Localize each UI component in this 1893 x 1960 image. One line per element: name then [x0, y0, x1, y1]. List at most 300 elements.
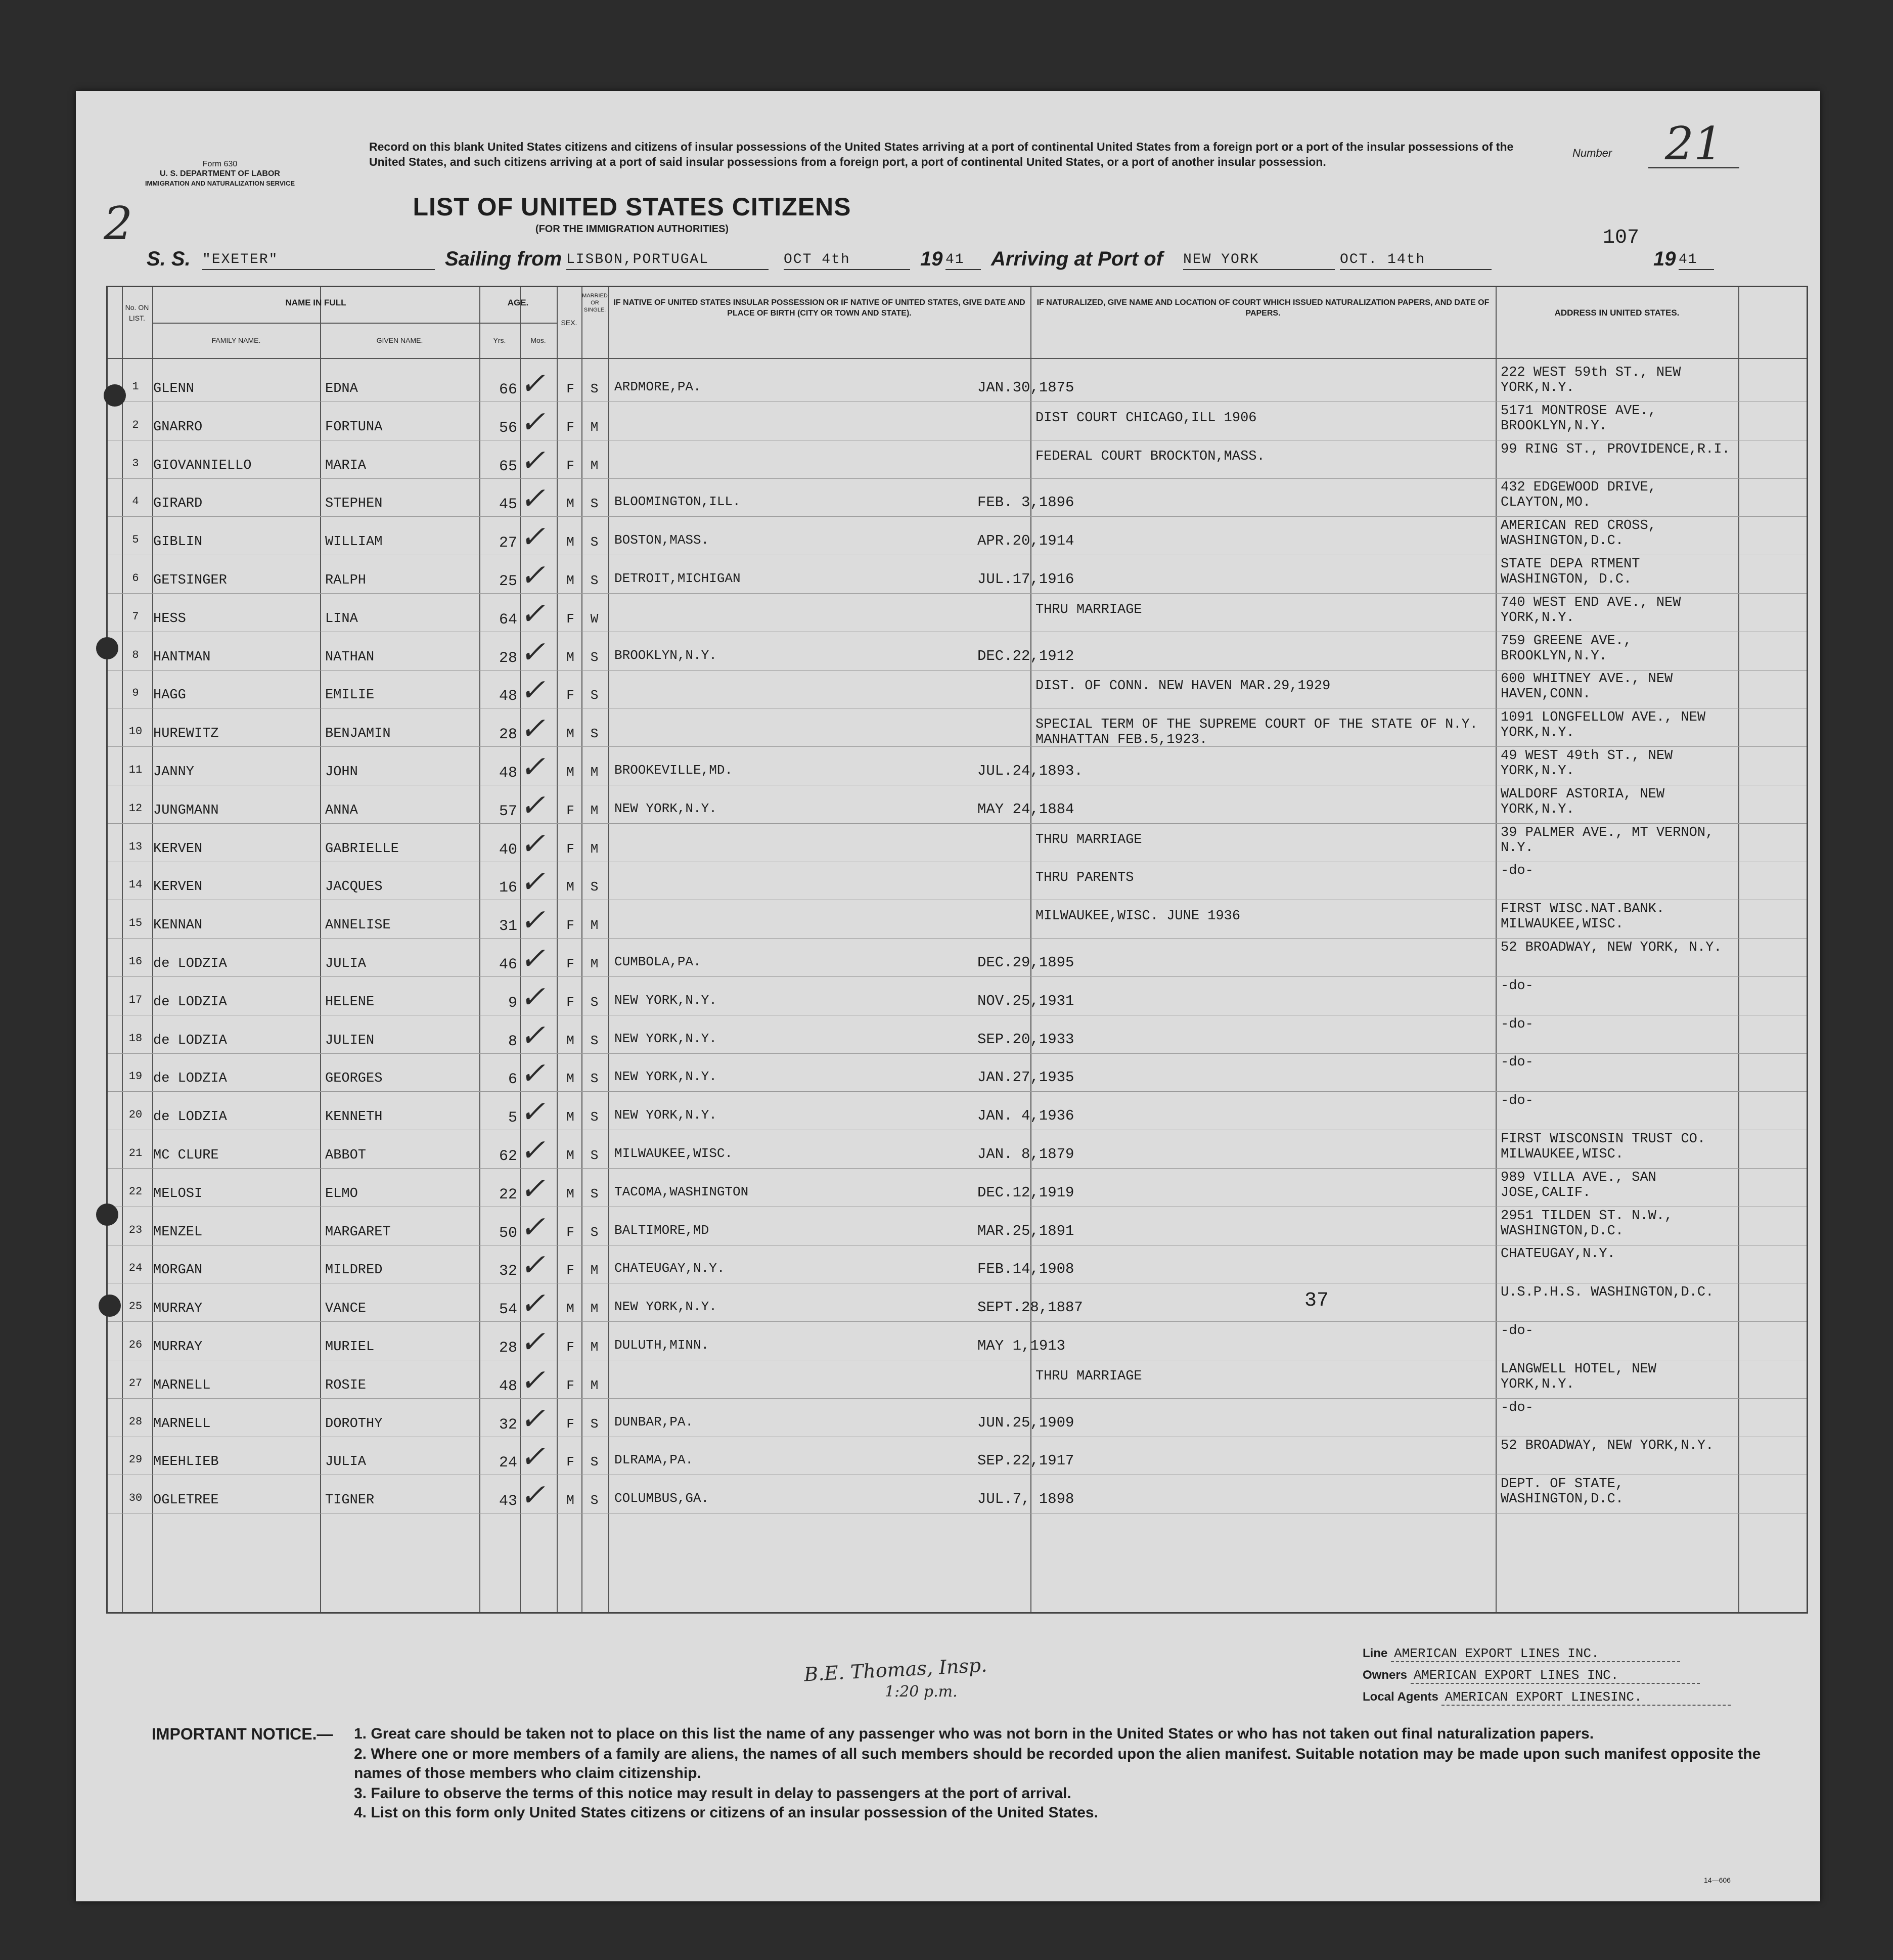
sex: F: [566, 1340, 574, 1355]
notice-item: 1. Great care should be taken not to place on this list the name of any passenger who was not born in the United States or who has not taken out final naturalization papers.: [354, 1725, 1594, 1742]
given-name: MILDRED: [325, 1263, 383, 1278]
given-name: JOHN: [325, 765, 358, 780]
us-address: -do-: [1501, 1016, 1534, 1032]
check-mark-icon: ✓: [520, 1171, 546, 1207]
us-address: 600 WHITNEY AVE., NEW HAVEN,CONN.: [1501, 672, 1673, 702]
given-name: WILLIAM: [325, 534, 383, 550]
family-name: de LODZIA: [153, 1071, 227, 1087]
notice-item: 4. List on this form only United States citizens or citizens of an insular possession of the United States.: [354, 1804, 1098, 1821]
row-number: 22: [128, 1185, 143, 1198]
us-address: -do-: [1501, 1323, 1534, 1339]
birth-date: JAN. 8,1879: [977, 1146, 1074, 1163]
row-number: 29: [128, 1453, 143, 1466]
given-name: VANCE: [325, 1301, 367, 1317]
row-number: 17: [128, 993, 143, 1006]
table-row: [108, 1053, 1807, 1091]
marital-status: M: [590, 419, 599, 435]
birth-place: DULUTH,MINN.: [614, 1338, 709, 1353]
corner-mark: 2: [104, 197, 133, 250]
check-mark-icon: ✓: [520, 864, 546, 900]
notice-heading: IMPORTANT NOTICE.—: [152, 1725, 333, 1743]
us-address: DEPT. OF STATE, WASHINGTON,D.C.: [1501, 1477, 1624, 1507]
us-address: 222 WEST 59th ST., NEW YORK,N.Y.: [1501, 365, 1681, 395]
birth-place: BOSTON,MASS.: [614, 532, 709, 548]
family-name: MELOSI: [153, 1186, 203, 1201]
ledger-number: 107: [1603, 227, 1640, 249]
check-mark-icon: ✓: [520, 1209, 546, 1245]
manifest-sheet: [76, 91, 1820, 1901]
check-mark-icon: ✓: [520, 366, 546, 402]
department-name: U. S. DEPARTMENT OF LABOR: [160, 169, 280, 178]
header-naturalization: IF NATURALIZED, GIVE NAME AND LOCATION OF COURT WHICH ISSUED NATURALIZATION PAPERS, AND DATE OF PAPERS.: [1036, 298, 1490, 318]
given-name: ELMO: [325, 1186, 358, 1201]
line-label: Line: [1363, 1646, 1388, 1660]
naturalization: SPECIAL TERM OF THE SUPREME COURT OF THE STATE OF N.Y. MANHATTAN FEB.5,1923.: [1035, 717, 1478, 748]
arrival-year-prefix: 19: [1653, 248, 1676, 270]
age-years: 66: [499, 381, 517, 398]
arrival-port: NEW YORK: [1183, 252, 1335, 270]
row-number: 14: [128, 878, 143, 892]
punch-hole: [99, 1295, 121, 1317]
marital-status: M: [590, 765, 599, 780]
row-number: 13: [128, 840, 143, 853]
birth-date: DEC.29,1895: [977, 954, 1074, 971]
sex: M: [566, 1301, 574, 1317]
us-address: 1091 LONGFELLOW AVE., NEW YORK,N.Y.: [1501, 710, 1706, 741]
table-row: [108, 1207, 1807, 1245]
check-mark-icon: ✓: [520, 596, 546, 632]
given-name: DOROTHY: [325, 1416, 383, 1432]
departure-port: LISBON,PORTUGAL: [566, 252, 769, 270]
age-years: 9: [508, 994, 517, 1012]
table-row: [108, 632, 1807, 670]
family-name: MURRAY: [153, 1301, 203, 1317]
birth-date: JAN. 4,1936: [977, 1107, 1074, 1125]
table-row: [108, 1091, 1807, 1130]
birth-place: NEW YORK,N.Y.: [614, 1299, 717, 1315]
age-years: 5: [508, 1109, 517, 1127]
given-name: MARIA: [325, 458, 367, 473]
check-mark-icon: ✓: [520, 979, 546, 1015]
family-name: HESS: [153, 611, 186, 627]
marital-status: M: [590, 1377, 599, 1393]
age-years: 32: [499, 1416, 517, 1434]
age-years: 65: [499, 458, 517, 475]
birth-place: NEW YORK,N.Y.: [614, 800, 717, 816]
line-value: AMERICAN EXPORT LINES INC.: [1391, 1646, 1680, 1662]
us-address: 740 WEST END AVE., NEW YORK,N.Y.: [1501, 595, 1681, 626]
birth-date: SEP.20,1933: [977, 1031, 1074, 1048]
table-row: [108, 1283, 1807, 1321]
family-name: HAGG: [153, 688, 186, 703]
table-row: [108, 440, 1807, 478]
family-name: JUNGMANN: [153, 803, 219, 818]
age-years: 57: [499, 803, 517, 820]
inspector-time: 1:20 p.m.: [885, 1683, 958, 1701]
birth-place: DUNBAR,PA.: [614, 1414, 694, 1430]
row-number: 9: [132, 687, 139, 700]
family-name: GLENN: [153, 381, 195, 396]
naturalization: THRU MARRIAGE: [1035, 832, 1142, 848]
age-years: 32: [499, 1263, 517, 1280]
age-years: 48: [499, 1377, 517, 1395]
given-name: EMILIE: [325, 688, 375, 703]
check-mark-icon: ✓: [520, 1094, 546, 1130]
header-months: Mos.: [530, 336, 546, 344]
sex: M: [566, 649, 574, 665]
marital-status: S: [590, 381, 599, 396]
age-years: 22: [499, 1186, 517, 1204]
row-number: 6: [132, 572, 139, 585]
inspector-signature: B.E. Thomas, Insp.: [803, 1654, 988, 1686]
birth-date: JAN.30,1875: [977, 379, 1074, 396]
birth-date: SEP.22,1917: [977, 1452, 1074, 1469]
given-name: EDNA: [325, 381, 358, 396]
us-address: 99 RING ST., PROVIDENCE,R.I.: [1501, 441, 1730, 457]
naturalization: THRU PARENTS: [1035, 870, 1134, 886]
given-name: RALPH: [325, 573, 367, 588]
check-mark-icon: ✓: [520, 787, 546, 823]
table-row: [108, 1168, 1807, 1207]
marital-status: M: [590, 1263, 599, 1278]
marital-status: S: [590, 1033, 599, 1048]
table-row: [108, 938, 1807, 976]
check-mark-icon: ✓: [520, 1478, 546, 1513]
row-number: 21: [128, 1147, 143, 1160]
age-years: 40: [499, 841, 517, 859]
page-title: LIST OF UNITED STATES CITIZENS: [413, 193, 851, 221]
check-mark-icon: ✓: [520, 558, 546, 593]
birth-place: NEW YORK,N.Y.: [614, 1107, 717, 1123]
departure-date: OCT 4th: [784, 252, 910, 270]
header-married-single: MARRIED OR SINGLE.: [582, 293, 608, 313]
sex: M: [566, 1493, 574, 1508]
naturalization: THRU MARRIAGE: [1035, 1368, 1142, 1384]
birth-date: JUN.25,1909: [977, 1414, 1074, 1431]
given-name: TIGNER: [325, 1493, 375, 1508]
given-name: BENJAMIN: [325, 726, 391, 742]
age-years: 54: [499, 1301, 517, 1319]
row-number: 23: [128, 1223, 143, 1236]
sex: F: [566, 841, 574, 857]
birth-date: DEC.12,1919: [977, 1184, 1074, 1201]
table-row: [108, 1130, 1807, 1168]
marital-status: S: [590, 1071, 599, 1087]
table-row: [108, 976, 1807, 1015]
punch-hole: [104, 384, 126, 407]
sex: F: [566, 994, 574, 1010]
row-number: 12: [128, 801, 143, 815]
given-name: JACQUES: [325, 879, 383, 895]
agents-field: [1363, 1689, 1731, 1706]
birth-date: FEB.14,1908: [977, 1261, 1074, 1278]
given-name: JULIEN: [325, 1033, 375, 1048]
row-number: 3: [132, 457, 139, 470]
sex: M: [566, 765, 574, 780]
header-years: Yrs.: [493, 336, 506, 344]
us-address: 989 VILLA AVE., SAN JOSE,CALIF.: [1501, 1170, 1656, 1200]
given-name: HELENE: [325, 994, 375, 1010]
marital-status: W: [590, 611, 599, 627]
family-name: GIBLIN: [153, 534, 203, 550]
age-years: 8: [508, 1033, 517, 1050]
marital-status: S: [590, 649, 599, 665]
us-address: 759 GREENE AVE., BROOKLYN,N.Y.: [1501, 633, 1632, 664]
agents-label: Local Agents: [1363, 1690, 1438, 1704]
sex: F: [566, 1263, 574, 1278]
us-address: U.S.P.H.S. WASHINGTON,D.C.: [1501, 1285, 1714, 1301]
sex: M: [566, 726, 574, 742]
row-number: 2: [132, 418, 139, 431]
check-mark-icon: ✓: [520, 711, 546, 747]
birth-place: BROOKLYN,N.Y.: [614, 647, 717, 663]
sailing-label: Sailing from: [445, 248, 562, 270]
marital-status: M: [590, 1340, 599, 1355]
birth-date: SEPT.28,1887: [977, 1299, 1083, 1316]
header-age: AGE.: [507, 298, 529, 307]
check-mark-icon: ✓: [520, 749, 546, 785]
owners-label: Owners: [1363, 1668, 1408, 1682]
birth-place: BROOKEVILLE,MD.: [614, 763, 733, 778]
birth-place: COLUMBUS,GA.: [614, 1491, 709, 1506]
given-name: MURIEL: [325, 1340, 375, 1355]
marital-status: S: [590, 994, 599, 1010]
table-row: [108, 1015, 1807, 1053]
table-row: [108, 1360, 1807, 1398]
row-number: 19: [128, 1070, 143, 1083]
check-mark-icon: ✓: [520, 442, 546, 478]
table-row: [108, 670, 1807, 708]
check-mark-icon: ✓: [520, 1401, 546, 1437]
table-row: [108, 593, 1807, 632]
form-instructions: Record on this blank United States citizens and citizens of insular possessions of the United States arriving at a port of continental United States from a foreign port or a port of the insular possessions of the United States, and such citizens arriving at a port of said insular possessions from a foreign port, a port of continental United States, or a port of another insular possession.: [369, 140, 1514, 168]
header-address: ADDRESS IN UNITED STATES.: [1554, 308, 1680, 318]
marital-status: M: [590, 803, 599, 818]
given-name: ABBOT: [325, 1148, 367, 1163]
check-mark-icon: ✓: [520, 519, 546, 555]
birth-place: NEW YORK,N.Y.: [614, 1069, 717, 1085]
family-name: KENNAN: [153, 918, 203, 933]
family-name: MEEHLIEB: [153, 1454, 219, 1470]
check-mark-icon: ✓: [520, 1362, 546, 1398]
family-name: KERVEN: [153, 841, 203, 857]
us-address: -do-: [1501, 863, 1534, 879]
family-name: de LODZIA: [153, 994, 227, 1010]
family-name: GIRARD: [153, 496, 203, 512]
us-address: STATE DEPA RTMENT WASHINGTON, D.C.: [1501, 557, 1640, 587]
us-address: 432 EDGEWOOD DRIVE, CLAYTON,MO.: [1501, 480, 1656, 511]
age-years: 45: [499, 496, 517, 514]
punch-hole: [96, 637, 118, 659]
sex: M: [566, 1033, 574, 1048]
sex: M: [566, 1109, 574, 1125]
notice-item: 3. Failure to observe the terms of this notice may result in delay to passengers at the port of arrival.: [354, 1785, 1071, 1802]
row-number: 26: [128, 1339, 143, 1351]
sex: M: [566, 496, 574, 512]
sex: F: [566, 803, 574, 818]
check-mark-icon: ✓: [520, 941, 546, 976]
form-identifier: [121, 159, 319, 188]
row-number: 18: [128, 1032, 143, 1045]
family-name: GETSINGER: [153, 573, 227, 588]
header-family-name: FAMILY NAME.: [211, 336, 261, 344]
list-number: 21: [1648, 121, 1739, 168]
family-name: MC CLURE: [153, 1148, 219, 1163]
line-field: [1363, 1646, 1680, 1662]
sex: M: [566, 1148, 574, 1163]
marital-status: S: [590, 1148, 599, 1163]
birth-date: MAY 24,1884: [977, 800, 1074, 818]
age-years: 31: [499, 918, 517, 936]
sex: F: [566, 956, 574, 971]
family-name: GIOVANNIELLO: [153, 458, 252, 473]
check-mark-icon: ✓: [520, 1248, 546, 1283]
family-name: de LODZIA: [153, 956, 227, 971]
naturalization: FEDERAL COURT BROCKTON,MASS.: [1035, 449, 1265, 464]
table-row: [108, 1244, 1807, 1283]
sex: F: [566, 458, 574, 473]
row-number: 24: [128, 1262, 143, 1275]
table-row: [108, 1436, 1807, 1475]
birth-date: JAN.27,1935: [977, 1069, 1074, 1086]
given-name: ANNA: [325, 803, 358, 818]
birth-place: CHATEUGAY,N.Y.: [614, 1261, 725, 1276]
family-name: KERVEN: [153, 879, 203, 895]
age-years: 46: [499, 956, 517, 973]
row-number: 20: [128, 1108, 143, 1122]
stamp-number: 37: [1304, 1289, 1329, 1312]
birth-place: DLRAMA,PA.: [614, 1452, 694, 1468]
family-name: MARNELL: [153, 1416, 211, 1432]
sex: F: [566, 1416, 574, 1432]
birth-place: DETROIT,MICHIGAN: [614, 571, 741, 586]
family-name: MARNELL: [153, 1377, 211, 1393]
header-sex: SEX.: [561, 319, 577, 327]
family-name: MORGAN: [153, 1263, 203, 1278]
marital-status: S: [590, 688, 599, 703]
age-years: 56: [499, 419, 517, 437]
ship-name: "EXETER": [202, 252, 435, 270]
family-name: GNARRO: [153, 419, 203, 435]
arrival-year: 41: [1679, 252, 1714, 270]
passenger-table: [106, 286, 1808, 1614]
row-number: 8: [132, 648, 139, 661]
departure-year-prefix: 19: [920, 248, 943, 270]
marital-status: S: [590, 496, 599, 512]
marital-status: M: [590, 918, 599, 933]
birth-date: FEB. 3,1896: [977, 494, 1074, 511]
given-name: GEORGES: [325, 1071, 383, 1087]
voyage-line: [116, 248, 1785, 278]
naturalization: DIST. OF CONN. NEW HAVEN MAR.29,1929: [1035, 679, 1331, 694]
us-address: 49 WEST 49th ST., NEW YORK,N.Y.: [1501, 748, 1673, 779]
us-address: -do-: [1501, 1055, 1534, 1071]
check-mark-icon: ✓: [520, 1133, 546, 1168]
table-row: [108, 516, 1807, 555]
birth-date: JUL.7, 1898: [977, 1491, 1074, 1508]
age-years: 24: [499, 1454, 517, 1472]
row-number: 28: [128, 1415, 143, 1428]
birth-place: BALTIMORE,MD: [614, 1222, 709, 1238]
family-name: MENZEL: [153, 1224, 203, 1240]
family-name: HUREWITZ: [153, 726, 219, 742]
age-years: 62: [499, 1148, 517, 1165]
age-years: 28: [499, 1340, 517, 1357]
marital-status: S: [590, 534, 599, 550]
check-mark-icon: ✓: [520, 1056, 546, 1092]
sex: F: [566, 1224, 574, 1240]
row-number: 1: [132, 380, 139, 393]
birth-place: ARDMORE,PA.: [614, 379, 701, 394]
given-name: MARGARET: [325, 1224, 391, 1240]
us-address: -do-: [1501, 1400, 1534, 1415]
row-number: 7: [132, 610, 139, 623]
table-row: [108, 1398, 1807, 1437]
marital-status: S: [590, 879, 599, 895]
agents-value: AMERICAN EXPORT LINESINC.: [1441, 1689, 1731, 1706]
us-address: WALDORF ASTORIA, NEW YORK,N.Y.: [1501, 786, 1665, 817]
us-address: 52 BROADWAY, NEW YORK, N.Y.: [1501, 940, 1722, 955]
birth-place: CUMBOLA,PA.: [614, 954, 701, 969]
row-number: 4: [132, 495, 139, 508]
birth-place: NEW YORK,N.Y.: [614, 992, 717, 1008]
given-name: GABRIELLE: [325, 841, 399, 857]
birth-date: NOV.25,1931: [977, 992, 1074, 1009]
check-mark-icon: ✓: [520, 404, 546, 440]
birth-date: DEC.22,1912: [977, 647, 1074, 664]
row-number: 27: [128, 1376, 143, 1390]
marital-status: M: [590, 956, 599, 971]
marital-status: S: [590, 573, 599, 588]
check-mark-icon: ✓: [520, 1017, 546, 1053]
given-name: ROSIE: [325, 1377, 367, 1393]
check-mark-icon: ✓: [520, 1439, 546, 1475]
family-name: OGLETREE: [153, 1493, 219, 1508]
page-subtitle: (FOR THE IMMIGRATION AUTHORITIES): [535, 224, 729, 235]
table-row: [108, 402, 1807, 440]
table-row: [108, 823, 1807, 862]
ss-label: S. S.: [147, 248, 191, 270]
header-no: No. ON LIST.: [125, 303, 149, 322]
marital-status: S: [590, 1109, 599, 1125]
row-number: 25: [128, 1300, 143, 1313]
check-mark-icon: ✓: [520, 673, 546, 708]
table-row: [108, 746, 1807, 785]
marital-status: M: [590, 458, 599, 473]
row-number: 16: [128, 955, 143, 968]
number-label: Number: [1572, 147, 1612, 159]
service-name: IMMIGRATION AND NATURALIZATION SERVICE: [145, 180, 295, 187]
check-mark-icon: ✓: [520, 1324, 546, 1360]
header-given-name: GIVEN NAME.: [376, 336, 423, 344]
table-row: [108, 785, 1807, 823]
notice-item: 2. Where one or more members of a family are aliens, the names of all such members should be recorded upon the alien manifest. Suitable notation may be made upon such manifest opposite the names of those members who claim citizenship.: [354, 1746, 1761, 1781]
given-name: FORTUNA: [325, 419, 383, 435]
table-row: [108, 708, 1807, 746]
us-address: 2951 TILDEN ST. N.W., WASHINGTON,D.C.: [1501, 1208, 1673, 1239]
birth-date: JUL.17,1916: [977, 571, 1074, 588]
birth-place: NEW YORK,N.Y.: [614, 1031, 717, 1046]
family-name: de LODZIA: [153, 1109, 227, 1125]
arrival-date: OCT. 14th: [1340, 252, 1492, 270]
sex: M: [566, 534, 574, 550]
given-name: JULIA: [325, 1454, 367, 1470]
us-address: 52 BROADWAY, NEW YORK,N.Y.: [1501, 1438, 1714, 1454]
family-name: HANTMAN: [153, 649, 211, 665]
given-name: JULIA: [325, 956, 367, 971]
given-name: NATHAN: [325, 649, 375, 665]
family-name: JANNY: [153, 765, 195, 780]
